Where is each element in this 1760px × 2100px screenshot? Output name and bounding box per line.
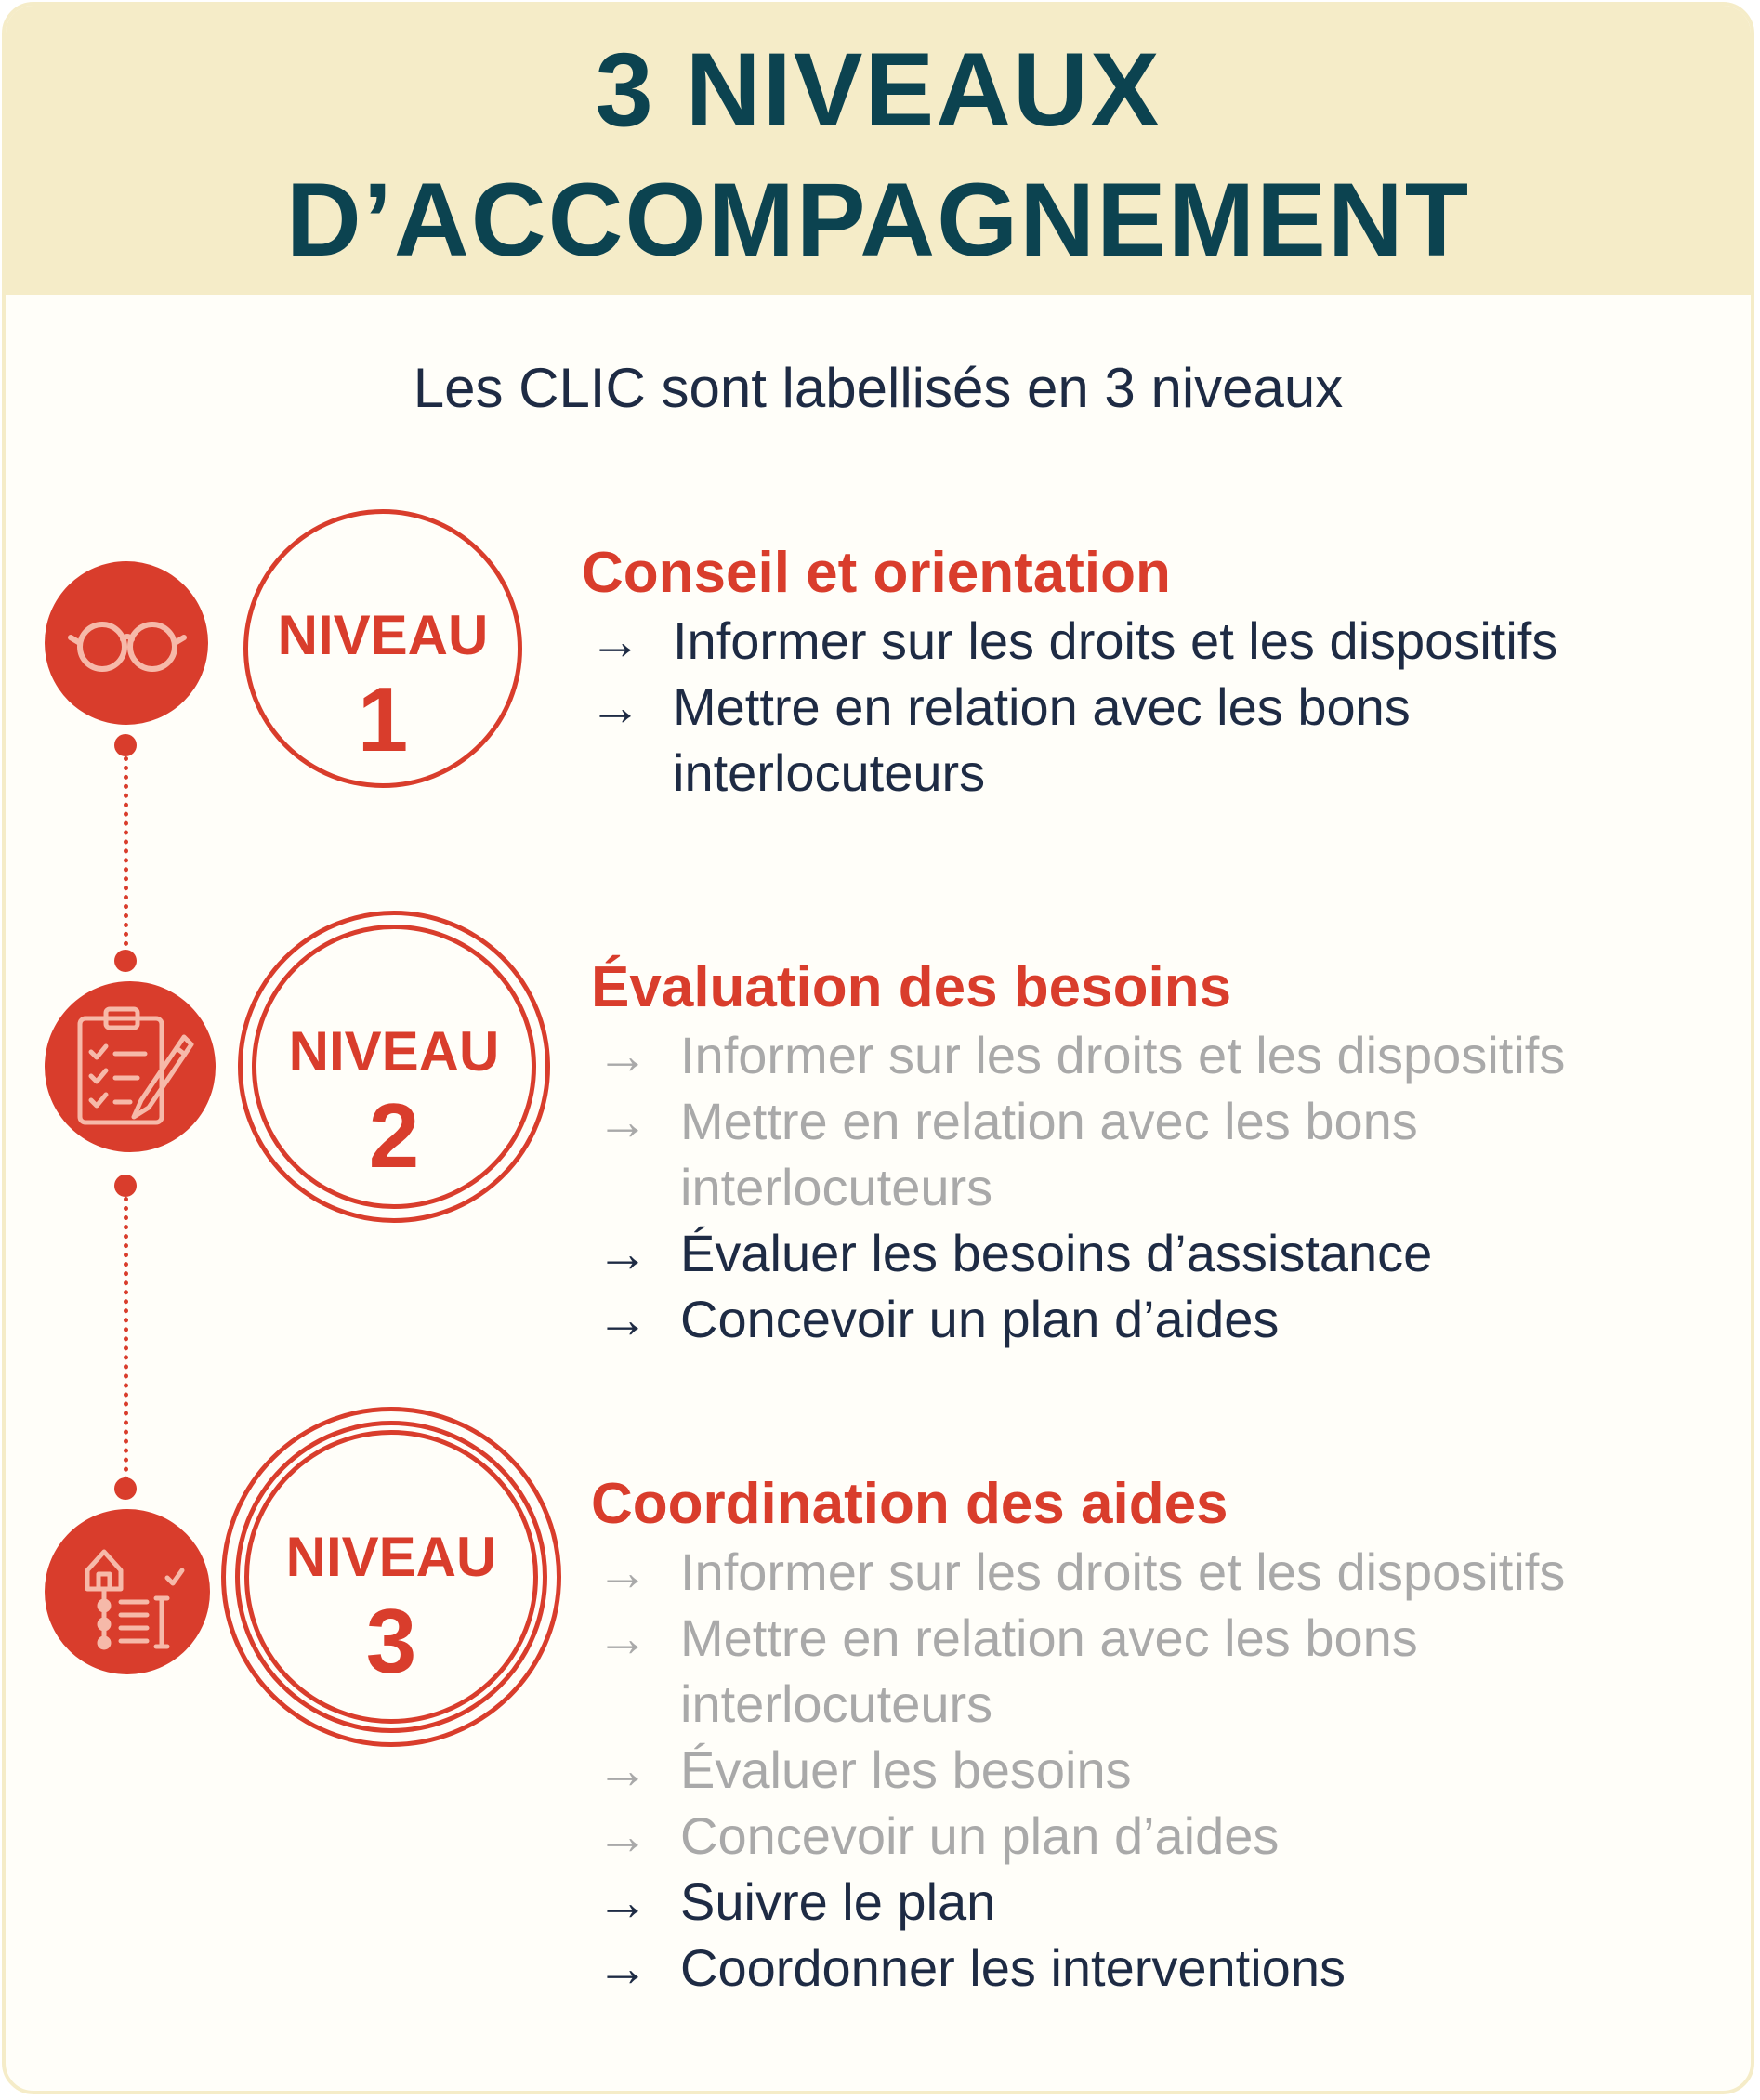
level-title-1: Conseil et orientation xyxy=(582,541,1171,605)
timeline-dot xyxy=(114,1477,137,1500)
list-item: interlocuteurs xyxy=(673,743,986,802)
badge-label: NIVEAU xyxy=(288,1020,500,1083)
badge-number: 3 xyxy=(365,1590,417,1692)
badge-number: 2 xyxy=(368,1084,420,1187)
level-list-2 xyxy=(595,1022,1565,1352)
subtitle: Les CLIC sont labellisés en 3 niveaux xyxy=(413,357,1344,419)
page-title-line2: D’ACCOMPAGNEMENT xyxy=(285,162,1471,278)
arrow-icon: → xyxy=(597,1872,649,1931)
timeline-connector xyxy=(124,1197,128,1481)
badge-number: 1 xyxy=(357,668,409,770)
list-item: interlocuteurs xyxy=(680,1674,993,1733)
header-band xyxy=(6,6,1751,295)
arrow-icon: → xyxy=(597,1542,649,1601)
list-item: → Concevoir un plan d’aides xyxy=(595,1803,1565,1869)
list-item: → Concevoir un plan d’aides xyxy=(595,1286,1565,1352)
arrow-icon: → xyxy=(589,611,641,670)
list-item: → Mettre en relation avec les bons xyxy=(595,1088,1565,1154)
list-item: → Informer sur les droits et les dispositifs xyxy=(587,608,1557,674)
level-badge-1 xyxy=(243,509,522,788)
badge-label: NIVEAU xyxy=(285,1526,497,1588)
clipboard-pencil-icon xyxy=(45,981,216,1152)
list-item: → Mettre en relation avec les bons xyxy=(595,1605,1565,1671)
level-title-2: Évaluation des besoins xyxy=(591,955,1232,1019)
glasses-icon xyxy=(45,561,208,725)
list-item: interlocuteurs xyxy=(680,1158,993,1216)
timeline-connector xyxy=(124,756,128,955)
arrow-icon: → xyxy=(597,1224,649,1282)
infographic-card xyxy=(2,2,1754,2094)
arrow-icon: → xyxy=(597,1092,649,1150)
list-item: → Évaluer les besoins xyxy=(595,1737,1565,1803)
arrow-icon: → xyxy=(597,1806,649,1865)
list-item: → Mettre en relation avec les bons xyxy=(587,674,1557,740)
page-title-line1: 3 NIVEAUX xyxy=(595,32,1162,148)
level-badge-3 xyxy=(221,1407,561,1747)
arrow-icon: → xyxy=(597,1026,649,1084)
list-item: → Informer sur les droits et les dispositifs xyxy=(595,1539,1565,1605)
list-item: → Évaluer les besoins d’assistance xyxy=(595,1220,1565,1286)
house-checklist-icon xyxy=(45,1509,210,1674)
level-title-3: Coordination des aides xyxy=(591,1472,1228,1536)
timeline-dot xyxy=(114,1175,137,1197)
list-item: → Informer sur les droits et les dispositifs xyxy=(595,1022,1565,1088)
level-badge-2 xyxy=(238,911,550,1223)
level-list-1 xyxy=(587,608,1557,806)
arrow-icon: → xyxy=(597,1290,649,1348)
timeline-dot xyxy=(114,950,137,972)
arrow-icon: → xyxy=(589,677,641,736)
list-item: → Coordonner les interventions xyxy=(595,1935,1565,2001)
level-list-3 xyxy=(595,1539,1565,2001)
list-item: → Suivre le plan xyxy=(595,1869,1565,1935)
arrow-icon: → xyxy=(597,1740,649,1799)
badge-label: NIVEAU xyxy=(277,604,489,666)
timeline-dot xyxy=(114,734,137,756)
arrow-icon: → xyxy=(597,1938,649,1997)
arrow-icon: → xyxy=(597,1608,649,1667)
